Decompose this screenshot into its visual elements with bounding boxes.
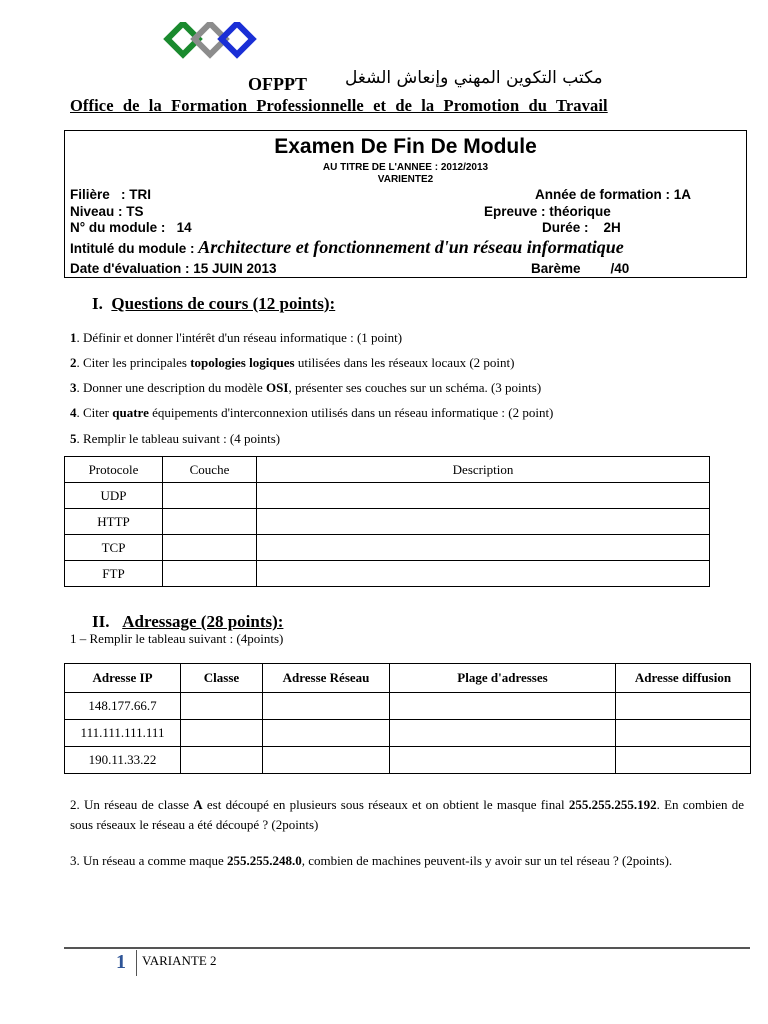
section-2-number: II.	[92, 612, 110, 631]
question-1-text: . Définir et donner l'intérêt d'un réseau informatique : (1 point)	[76, 330, 403, 345]
ip-cell: 190.11.33.22	[65, 747, 181, 774]
question-2	[70, 355, 514, 371]
classe-cell[interactable]	[181, 720, 263, 747]
classe-cell[interactable]	[181, 747, 263, 774]
table-row	[65, 483, 710, 509]
question-2-number: 2	[70, 355, 77, 370]
question-3	[70, 380, 541, 396]
section-1-title: Questions de cours (12 points):	[111, 294, 336, 313]
table-header-row	[65, 457, 710, 483]
diffusion-cell[interactable]	[616, 693, 751, 720]
q2-pre: 2. Un réseau de classe	[70, 797, 194, 812]
section-2-intro: 1 – Remplir le tableau suivant : (4points)	[70, 631, 284, 646]
plage-cell[interactable]	[390, 693, 616, 720]
q2-bold-class: A	[193, 797, 203, 812]
adresse-reseau-cell[interactable]	[263, 720, 390, 747]
protocol-cell: FTP	[65, 561, 163, 587]
header-couche: Couche	[163, 457, 257, 483]
protocol-table	[64, 456, 710, 587]
table-row	[65, 535, 710, 561]
duree: Durée : 2H	[542, 220, 621, 235]
question-2-pre: . Citer les principales	[76, 355, 191, 370]
table-row	[65, 561, 710, 587]
q2-mid: est découpé en plusieurs sous réseaux et on obtient le masque final	[202, 797, 569, 812]
question-4	[70, 405, 553, 421]
description-cell[interactable]	[257, 535, 710, 561]
couche-cell[interactable]	[163, 535, 257, 561]
table-row	[65, 720, 751, 747]
diffusion-cell[interactable]	[616, 747, 751, 774]
org-acronym: OFPPT	[248, 74, 307, 94]
header-description: Description	[257, 457, 710, 483]
couche-cell[interactable]	[163, 483, 257, 509]
q3-pre: 3. Un réseau a comme maque	[70, 853, 228, 868]
question-5-number: 5	[70, 431, 77, 446]
section-2-question-2	[70, 795, 744, 835]
bareme: Barème /40	[531, 261, 630, 276]
protocol-cell: HTTP	[65, 509, 163, 535]
adresse-reseau-cell[interactable]	[263, 693, 390, 720]
question-4-pre: . Citer	[76, 405, 113, 420]
question-4-bold: quatre	[112, 405, 149, 420]
footer-variant-label: VARIANTE 2	[142, 953, 217, 968]
question-3-post: , présenter ses couches sur un schéma. (3 points)	[288, 380, 542, 395]
niveau: Niveau : TS	[70, 204, 144, 219]
question-3-pre: . Donner une description du modèle	[76, 380, 267, 395]
exam-variant: VARIENTE2	[377, 174, 434, 185]
numero-module: N° du module : 14	[70, 220, 192, 235]
q2-bold-mask: 255.255.255.192	[568, 797, 657, 812]
table-row	[65, 509, 710, 535]
question-3-bold: OSI	[266, 380, 289, 395]
ip-cell: 148.177.66.7	[65, 693, 181, 720]
adresse-reseau-cell[interactable]	[263, 747, 390, 774]
ofppt-logo	[163, 22, 257, 62]
q3-bold-mask: 255.255.248.0	[227, 853, 302, 868]
footer-divider	[64, 947, 750, 949]
question-4-number: 4	[70, 405, 77, 420]
intitule-module	[70, 237, 624, 258]
header-classe: Classe	[181, 664, 263, 693]
header-plage-adresses: Plage d'adresses	[390, 664, 616, 693]
question-2-post: utilisées dans les réseaux locaux (2 point)	[294, 355, 515, 370]
section-2-question-3	[70, 851, 744, 871]
section-2-title: Adressage (28 points):	[122, 612, 284, 631]
question-5	[70, 431, 280, 447]
description-cell[interactable]	[257, 509, 710, 535]
q3-post: , combien de machines peuvent-ils y avoir sur un tel réseau ? (2points).	[301, 853, 673, 868]
table-row	[65, 693, 751, 720]
question-1-number: 1	[70, 330, 77, 345]
table-header-row	[65, 664, 751, 693]
ip-cell: 111.111.111.111	[65, 720, 181, 747]
header-protocole: Protocole	[65, 457, 163, 483]
section-1-heading	[92, 294, 335, 314]
plage-cell[interactable]	[390, 720, 616, 747]
table-row	[65, 747, 751, 774]
page-number: 1	[116, 951, 126, 973]
question-1	[70, 330, 402, 346]
annee-formation: Année de formation : 1A	[535, 187, 692, 202]
couche-cell[interactable]	[163, 509, 257, 535]
description-cell[interactable]	[257, 561, 710, 587]
header-adresse-diffusion: Adresse diffusion	[616, 664, 751, 693]
description-cell[interactable]	[257, 483, 710, 509]
exam-info-box	[64, 130, 747, 278]
question-5-text: . Remplir le tableau suivant : (4 points)	[76, 431, 281, 446]
footer-separator	[136, 950, 137, 976]
header-adresse-reseau: Adresse Réseau	[263, 664, 390, 693]
header-adresse-ip: Adresse IP	[65, 664, 181, 693]
couche-cell[interactable]	[163, 561, 257, 587]
protocol-cell: UDP	[65, 483, 163, 509]
protocol-cell: TCP	[65, 535, 163, 561]
classe-cell[interactable]	[181, 693, 263, 720]
date-evaluation: Date d'évaluation : 15 JUIN 2013	[70, 261, 277, 276]
org-full-name: Office de la Formation Professionnelle et de la Promotion du Travail	[70, 96, 608, 115]
question-2-bold: topologies logiques	[190, 355, 295, 370]
epreuve: Epreuve : théorique	[484, 204, 611, 219]
section-1-number: I.	[92, 294, 103, 313]
ip-address-table	[64, 663, 751, 774]
section-2-heading	[92, 612, 283, 632]
question-4-post: équipements d'interconnexion utilisés dans un réseau informatique : (2 point)	[148, 405, 554, 420]
q2-post: . En combien de sous réseaux le réseau a été découpé ? (2points)	[70, 797, 745, 832]
exam-title: Examen De Fin De Module	[274, 135, 537, 158]
question-3-number: 3	[70, 380, 77, 395]
exam-year: AU TITRE DE L'ANNEE : 2012/2013	[322, 162, 489, 173]
org-arabic-name: مكتب التكوين المهني وإنعاش الشغل	[345, 68, 603, 88]
intitule-value: Architecture et fonctionnement d'un réseau informatique	[198, 237, 624, 257]
filiere: Filière : TRI	[70, 187, 152, 202]
intitule-label: Intitulé du module :	[70, 241, 199, 256]
plage-cell[interactable]	[390, 747, 616, 774]
diffusion-cell[interactable]	[616, 720, 751, 747]
